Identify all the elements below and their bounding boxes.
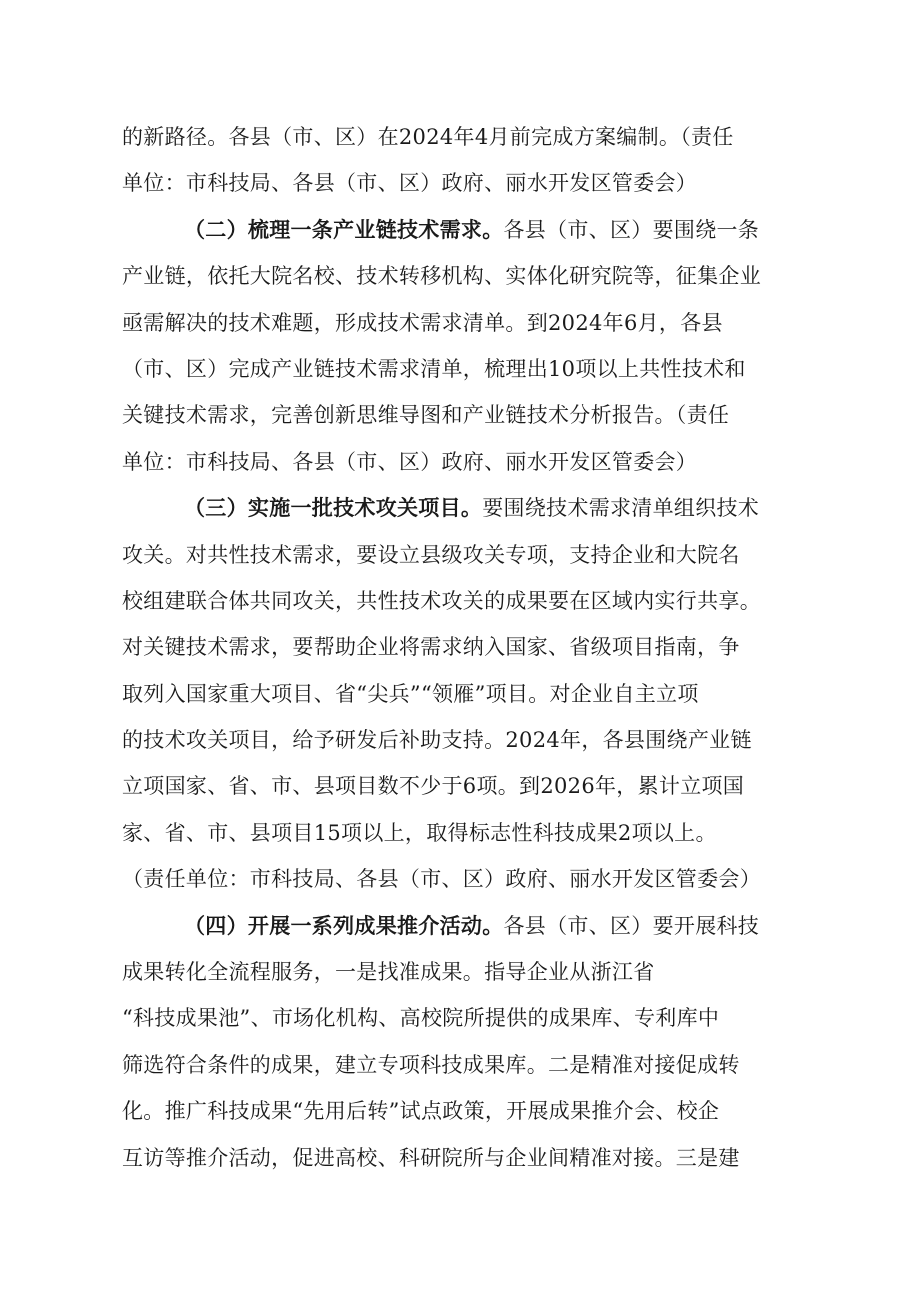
text-line-15: 立项国家、省、市、县项目数不少于6项。到2026年，累计立项国	[122, 774, 745, 799]
text-line-13: 取列入国家重大项目、省“尖兵”“领雁”项目。对企业自主立项	[122, 681, 699, 706]
section-heading-3: （三）实施一批技术攻关项目。要围绕技术需求清单组织技术	[184, 495, 760, 521]
section-heading-2: （二）梳理一条产业链技术需求。各县（市、区）要围绕一条	[184, 216, 760, 242]
text-line-11: 校组建联合体共同攻关，共性技术攻关的成果要在区域内实行共享。	[122, 588, 761, 613]
text-line-6: （市、区）完成产业链技术需求清单，梳理出10项以上共性技术和	[122, 356, 746, 381]
section-heading-4: （四）开展一系列成果推介活动。各县（市、区）要开展科技	[184, 912, 760, 938]
text-line-20: “科技成果池”、市场化机构、高校院所提供的成果库、专利库中	[122, 1006, 720, 1031]
text-line-7: 关键技术需求，完善创新思维导图和产业链技术分析报告。（责任	[122, 403, 730, 428]
text-line-8: 单位：市科技局、各县（市、区）政府、丽水开发区管委会）	[122, 449, 698, 474]
text-line-12: 对关键技术需求，要帮助企业将需求纳入国家、省级项目指南，争	[122, 635, 740, 660]
section-title: （三）实施一批技术攻关项目。	[184, 495, 483, 521]
section-title: （四）开展一系列成果推介活动。	[184, 912, 504, 938]
text-line-1: 的新路径。各县（市、区）在2024年4月前完成方案编制。（责任	[122, 125, 734, 149]
text-line-23: 互访等推介活动，促进高校、科研院所与企业间精准对接。三是建	[122, 1145, 740, 1170]
text-line-16: 家、省、市、县项目15项以上，取得标志性科技成果2项以上。	[122, 820, 717, 845]
text-line-19: 成果转化全流程服务，一是找准成果。指导企业从浙江省	[122, 960, 655, 985]
section-title: （二）梳理一条产业链技术需求。	[184, 216, 504, 242]
text-line-2: 单位：市科技局、各县（市、区）政府、丽水开发区管委会）	[122, 171, 698, 196]
text-line-22: 化。推广科技成果“先用后转”试点政策，开展成果推介会、校企	[122, 1099, 720, 1124]
text-line-4: 产业链，依托大院名校、技术转移机构、实体化研究院等，征集企业	[122, 264, 761, 289]
text-line-21: 筛选符合条件的成果，建立专项科技成果库。二是精准对接促成转	[122, 1052, 740, 1077]
text-line-17: （责任单位：市科技局、各县（市、区）政府、丽水开发区管委会）	[122, 867, 761, 892]
document-body	[122, 114, 812, 1181]
text-line-10: 攻关。对共性技术需求，要设立县级攻关专项，支持企业和大院名	[122, 542, 740, 567]
text-line-14: 的技术攻关项目，给予研发后补助支持。2024年，各县围绕产业链	[122, 728, 752, 753]
text-line-5: 亟需解决的技术难题，形成技术需求清单。到2024年6月，各县	[122, 310, 723, 335]
